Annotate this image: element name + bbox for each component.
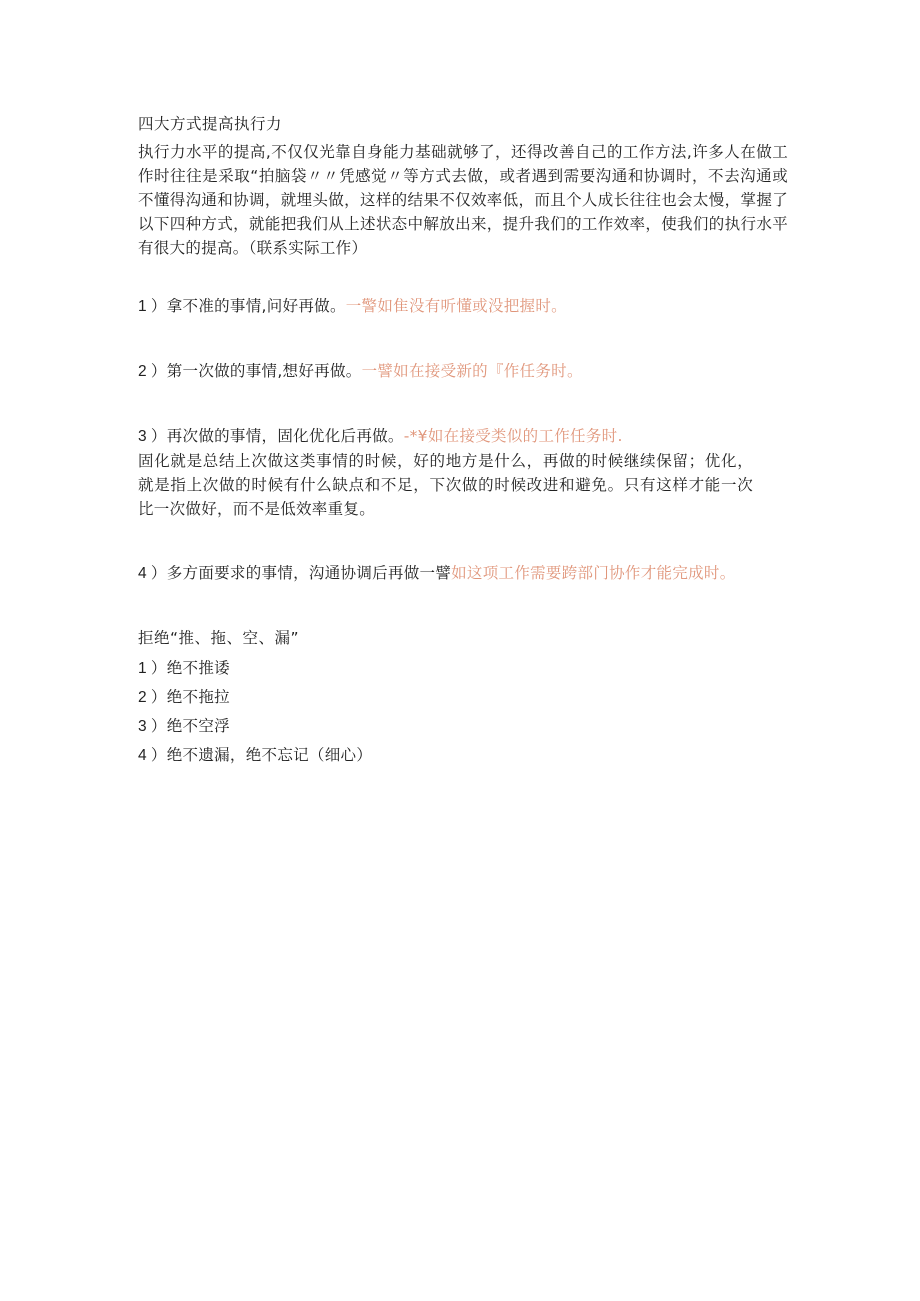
intro-paragraph: 执行力水平的提高,不仅仅光靠自身能力基础就够了，还得改善自己的工作方法,许多人在做工作时往往是采取“拍脑袋〃〃凭感觉〃等方式去做，或者遇到需要沟通和协调时，不去沟通或不懂得沟通和协调，就埋头做，这样的结果不仅效率低，而且个人成长往往也会太慢，掌握了以下四种方式，就能把我们从上述状态中解放出来，提升我们的工作效率，使我们的执行水平有很大的提高。（联系实际工作） xyxy=(138,143,788,257)
method-item-4 xyxy=(138,561,788,586)
refuse-number: 3 xyxy=(138,718,147,735)
refuse-item-4 xyxy=(138,741,788,770)
refuse-title: 拒绝“推、拖、空、漏” xyxy=(138,629,300,647)
document-page xyxy=(138,112,788,770)
method-note: 一警如隹没有听懂或没把握时。 xyxy=(345,297,567,315)
refuse-text: ）绝不拖拉 xyxy=(150,688,230,706)
method-3-detail: 固化就是总结上次做这类事情的时候，好的地方是什么，再做的时候继续保留；优化，就是指上次做的时候有什么缺点和不足，下次做的时候改进和避免。只有这样才能一次比一次做好，而不是低效率重复。 xyxy=(138,452,753,518)
method-number: 1 xyxy=(138,298,147,315)
method-number: 2 xyxy=(138,363,147,380)
method-note: 如这项工作需要跨部门协作才能完成时。 xyxy=(451,564,736,582)
method-item-3 xyxy=(138,424,788,449)
method-item-1 xyxy=(138,294,788,319)
method-text: ）拿不准的事情,问好再做。 xyxy=(150,297,346,315)
method-text: ）第一次做的事情,想好再做。 xyxy=(150,362,362,380)
method-note: -*¥如在接受类似的工作任务时. xyxy=(403,427,623,445)
method-number: 3 xyxy=(138,428,147,445)
refuse-number: 2 xyxy=(138,689,147,706)
method-item-2 xyxy=(138,359,788,384)
method-text: ）再次做的事情，固化优化后再做。 xyxy=(150,427,404,445)
refuse-number: 1 xyxy=(138,660,147,677)
method-number: 4 xyxy=(138,565,147,582)
refuse-item-1 xyxy=(138,654,788,683)
method-text: ）多方面要求的事情，沟通协调后再做一譬 xyxy=(150,564,452,582)
refuse-text: ）绝不空浮 xyxy=(150,717,230,735)
refuse-text: ）绝不遗漏，绝不忘记（细心） xyxy=(150,746,373,764)
refuse-item-2 xyxy=(138,683,788,712)
refuse-text: ）绝不推诿 xyxy=(150,659,230,677)
method-note: 一譬如在接受新的『作任务时。 xyxy=(361,362,583,380)
refuse-list xyxy=(138,654,788,770)
refuse-item-3 xyxy=(138,712,788,741)
refuse-number: 4 xyxy=(138,747,147,764)
document-title: 四大方式提高执行力 xyxy=(138,115,283,133)
